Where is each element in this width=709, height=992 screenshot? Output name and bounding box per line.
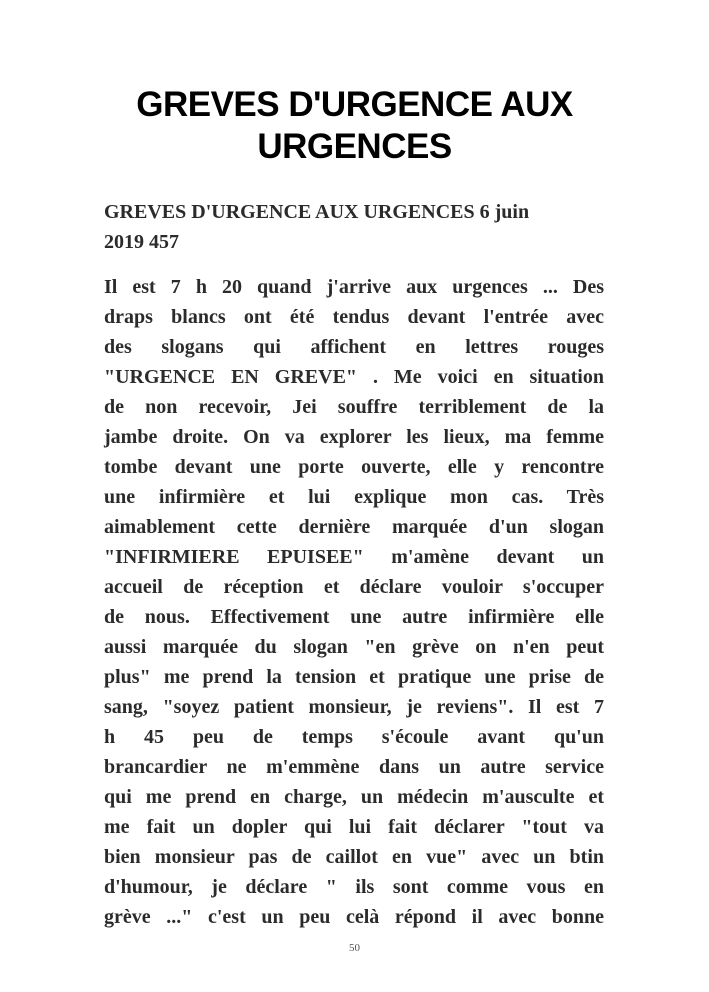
- body-line: accueil de réception et déclare vouloir s'occuper: [104, 576, 604, 598]
- body-line: aimablement cette dernière marquée d'un slogan: [104, 516, 604, 538]
- title-line-2: URGENCES: [257, 127, 452, 166]
- body-line: plus" me prend la tension et pratique une prise de: [104, 666, 604, 688]
- body-line: draps blancs ont été tendus devant l'entrée avec: [104, 306, 604, 328]
- page-title: [60, 84, 649, 168]
- body-line: bien monsieur pas de caillot en vue" avec un btin: [104, 846, 604, 868]
- body-line: jambe droite. On va explorer les lieux, ma femme: [104, 426, 604, 448]
- body-line: d'humour, je déclare " ils sont comme vous en: [104, 876, 604, 898]
- body-line: "INFIRMIERE EPUISEE" m'amène devant un: [104, 546, 604, 568]
- subtitle-line-1: GREVES D'URGENCE AUX URGENCES 6 juin: [104, 201, 530, 223]
- body-line: brancardier ne m'emmène dans un autre service: [104, 756, 604, 778]
- body-line: aussi marquée du slogan "en grève on n'en peut: [104, 636, 604, 658]
- body-paragraph: [104, 272, 604, 932]
- body-line: Il est 7 h 20 quand j'arrive aux urgences ... Des: [104, 276, 604, 298]
- body-line: grève ..." c'est un peu celà répond il avec bonne: [104, 906, 604, 928]
- body-line: des slogans qui affichent en lettres rouges: [104, 336, 604, 358]
- body-line: qui me prend en charge, un médecin m'ausculte et: [104, 786, 604, 808]
- body-line: sang, "soyez patient monsieur, je reviens". Il est 7: [104, 696, 604, 718]
- body-line: "URGENCE EN GREVE" . Me voici en situation: [104, 366, 604, 388]
- page-number: 50: [349, 942, 360, 954]
- title-line-1: GREVES D'URGENCE AUX: [136, 85, 573, 124]
- subtitle-line-2: 2019 457: [104, 231, 179, 253]
- subtitle: [104, 197, 604, 257]
- body-line: h 45 peu de temps s'écoule avant qu'un: [104, 726, 604, 748]
- body-line: tombe devant une porte ouverte, elle y rencontre: [104, 456, 604, 478]
- body-line: de nous. Effectivement une autre infirmière elle: [104, 606, 604, 628]
- body-line: de non recevoir, Jei souffre terriblement de la: [104, 396, 604, 418]
- body-line: me fait un dopler qui lui fait déclarer "tout va: [104, 816, 604, 838]
- body-line: une infirmière et lui explique mon cas. Très: [104, 486, 604, 508]
